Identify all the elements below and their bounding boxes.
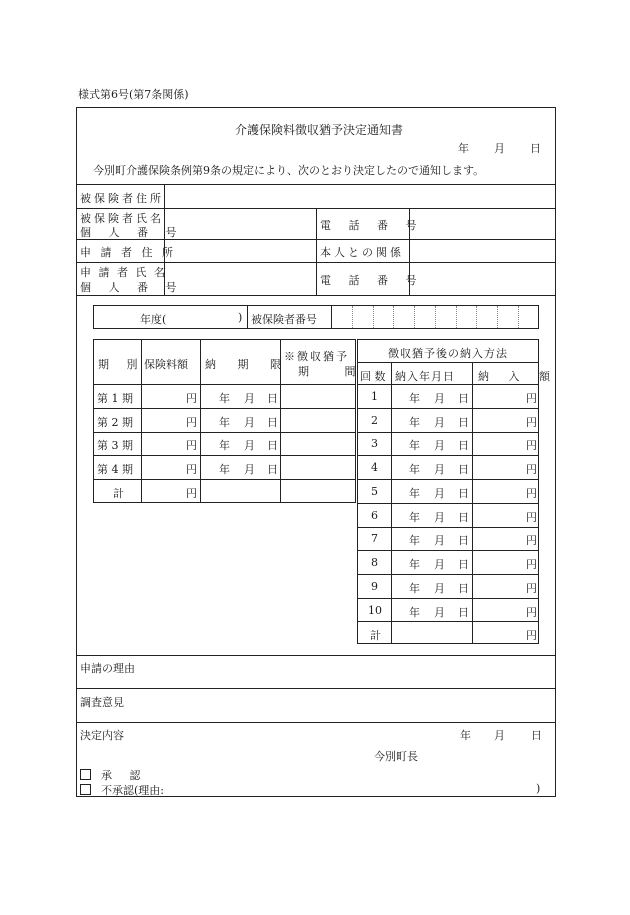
- month-unit: 月: [434, 463, 445, 476]
- approve-option[interactable]: [80, 767, 148, 783]
- fiscal-year-field[interactable]: [184, 308, 234, 326]
- applicant-number-label: 個 人 番 号: [80, 281, 184, 294]
- disapprove-option[interactable]: [80, 782, 164, 798]
- application-reason-label: 申請の理由: [80, 662, 135, 675]
- year-unit: 年: [409, 606, 420, 619]
- installment-number: 9: [371, 580, 378, 593]
- installment-number: 4: [371, 461, 378, 474]
- phone-label: 電 話 番 号: [320, 219, 424, 232]
- day-unit: 日: [458, 439, 469, 452]
- applicant-address-field[interactable]: [166, 241, 315, 261]
- mayor-title: 今別町長: [374, 750, 418, 763]
- month-unit: 月: [434, 416, 445, 429]
- installment-number: 6: [371, 509, 378, 522]
- day-unit: 日: [458, 606, 469, 619]
- decision-year: 年: [460, 729, 471, 742]
- month-unit: 月: [434, 392, 445, 405]
- intro-text: 今別町介護保険条例第9条の規定により、次のとおり決定したので通知します。: [93, 164, 485, 177]
- yen-unit: 円: [186, 439, 197, 452]
- year-unit: 年: [219, 463, 230, 476]
- decision-label: 決定内容: [80, 729, 124, 742]
- year-unit: 年: [409, 416, 420, 429]
- year-unit: 年: [219, 416, 230, 429]
- yen-unit: 円: [526, 606, 537, 619]
- total-label: 計: [113, 487, 124, 500]
- yen-unit: 円: [526, 416, 537, 429]
- month-unit: 月: [244, 439, 255, 452]
- month-unit: 月: [434, 606, 445, 619]
- phone-field[interactable]: [411, 210, 554, 238]
- month-unit: 月: [434, 558, 445, 571]
- yen-unit: 円: [186, 392, 197, 405]
- form-title: 介護保険料徴収猶予決定通知書: [235, 123, 404, 137]
- deferral-period-header: 期 間: [298, 365, 372, 378]
- approve-checkbox[interactable]: [80, 769, 91, 780]
- installment-number: 10: [368, 604, 382, 617]
- survey-opinion-label: 調査意見: [80, 696, 124, 709]
- year-unit: 年: [409, 534, 420, 547]
- period-cell: 第 2 期: [97, 416, 133, 429]
- year-unit: 年: [409, 487, 420, 500]
- day-unit: 日: [458, 392, 469, 405]
- insured-address-field[interactable]: [166, 186, 554, 207]
- disapprove-close: ): [536, 782, 541, 795]
- disapprove-checkbox[interactable]: [80, 784, 91, 795]
- installment-number: 5: [371, 485, 378, 498]
- yen-unit: 円: [526, 511, 537, 524]
- month-unit: 月: [244, 463, 255, 476]
- applicant-name-label: 申 請 者 氏 名: [80, 266, 167, 279]
- insured-number-field[interactable]: [333, 307, 538, 327]
- year-unit: 年: [219, 392, 230, 405]
- day-unit: 日: [458, 534, 469, 547]
- application-reason-field[interactable]: [150, 658, 550, 686]
- individual-number-label: 個 人 番 号: [80, 226, 184, 239]
- day-unit: 日: [458, 582, 469, 595]
- payment-date-header: 納入年月日: [395, 370, 455, 383]
- day-unit: 日: [458, 558, 469, 571]
- day-unit: 日: [267, 416, 278, 429]
- year-unit: 年: [409, 392, 420, 405]
- relation-label: 本人との関係: [320, 246, 404, 259]
- issue-date-day: 日: [530, 142, 541, 155]
- yen-unit: 円: [526, 558, 537, 571]
- plan-total-label: 計: [370, 629, 381, 642]
- day-unit: 日: [267, 392, 278, 405]
- month-unit: 月: [434, 487, 445, 500]
- applicant-address-label: 申 請 者 住 所: [80, 246, 176, 259]
- yen-unit: 円: [526, 463, 537, 476]
- deferral-header: ※徴収猶予: [284, 350, 349, 363]
- disapprove-reason-field[interactable]: [190, 781, 530, 795]
- month-unit: 月: [244, 392, 255, 405]
- year-unit: 年: [409, 439, 420, 452]
- yen-unit: 円: [186, 487, 197, 500]
- year-unit: 年: [409, 558, 420, 571]
- yen-unit: 円: [526, 439, 537, 452]
- insured-address-label: 被保険者住所: [80, 192, 164, 205]
- survey-opinion-field[interactable]: [150, 691, 550, 719]
- due-header: 納 期 限: [205, 358, 290, 371]
- day-unit: 日: [458, 463, 469, 476]
- yen-unit: 円: [526, 582, 537, 595]
- day-unit: 日: [267, 463, 278, 476]
- yen-unit: 円: [186, 416, 197, 429]
- yen-unit: 円: [526, 534, 537, 547]
- applicant-name-field[interactable]: [166, 264, 315, 294]
- payment-plan-title: 徴収猶予後の納入方法: [388, 347, 508, 360]
- applicant-phone-label: 電 話 番 号: [320, 274, 424, 287]
- insured-number-label: 被保険者番号: [251, 313, 317, 326]
- installment-number: 2: [371, 414, 378, 427]
- month-unit: 月: [434, 439, 445, 452]
- insured-name-field[interactable]: [166, 210, 315, 238]
- decision-month: 月: [494, 729, 505, 742]
- yen-unit: 円: [186, 463, 197, 476]
- period-cell: 第 1 期: [97, 392, 133, 405]
- plan-total-yen: 円: [526, 629, 537, 642]
- period-header: 期 別: [98, 358, 145, 371]
- month-unit: 月: [434, 582, 445, 595]
- decision-day: 日: [531, 729, 542, 742]
- day-unit: 日: [267, 439, 278, 452]
- day-unit: 日: [458, 416, 469, 429]
- installment-number: 1: [371, 390, 378, 403]
- applicant-phone-field[interactable]: [411, 264, 554, 294]
- yen-unit: 円: [526, 392, 537, 405]
- year-unit: 年: [219, 439, 230, 452]
- installment-number: 3: [371, 437, 378, 450]
- year-unit: 年: [409, 511, 420, 524]
- yen-unit: 円: [526, 487, 537, 500]
- form-number: 様式第6号(第7条関係): [78, 88, 189, 101]
- day-unit: 日: [458, 511, 469, 524]
- period-cell: 第 3 期: [97, 439, 133, 452]
- issue-date-year: 年: [458, 142, 469, 155]
- count-header: 回 数: [360, 370, 386, 383]
- issue-date-month: 月: [494, 142, 505, 155]
- installment-number: 7: [371, 532, 378, 545]
- insured-name-label: 被保険者氏名: [80, 212, 164, 225]
- month-unit: 月: [434, 511, 445, 524]
- period-cell: 第 4 期: [97, 463, 133, 476]
- relation-field[interactable]: [411, 241, 554, 261]
- disapprove-label: 不承認(理由:: [101, 784, 164, 797]
- installment-number: 8: [371, 556, 378, 569]
- amount-header: 納 入 額: [478, 370, 558, 383]
- year-unit: 年: [409, 463, 420, 476]
- month-unit: 月: [434, 534, 445, 547]
- day-unit: 日: [458, 487, 469, 500]
- year-unit: 年: [409, 582, 420, 595]
- month-unit: 月: [244, 416, 255, 429]
- premium-header: 保険料額: [144, 358, 188, 371]
- fiscal-year-label: 年度(: [140, 313, 167, 326]
- approve-label: 承 認: [101, 769, 148, 782]
- fiscal-year-close: ): [238, 311, 243, 324]
